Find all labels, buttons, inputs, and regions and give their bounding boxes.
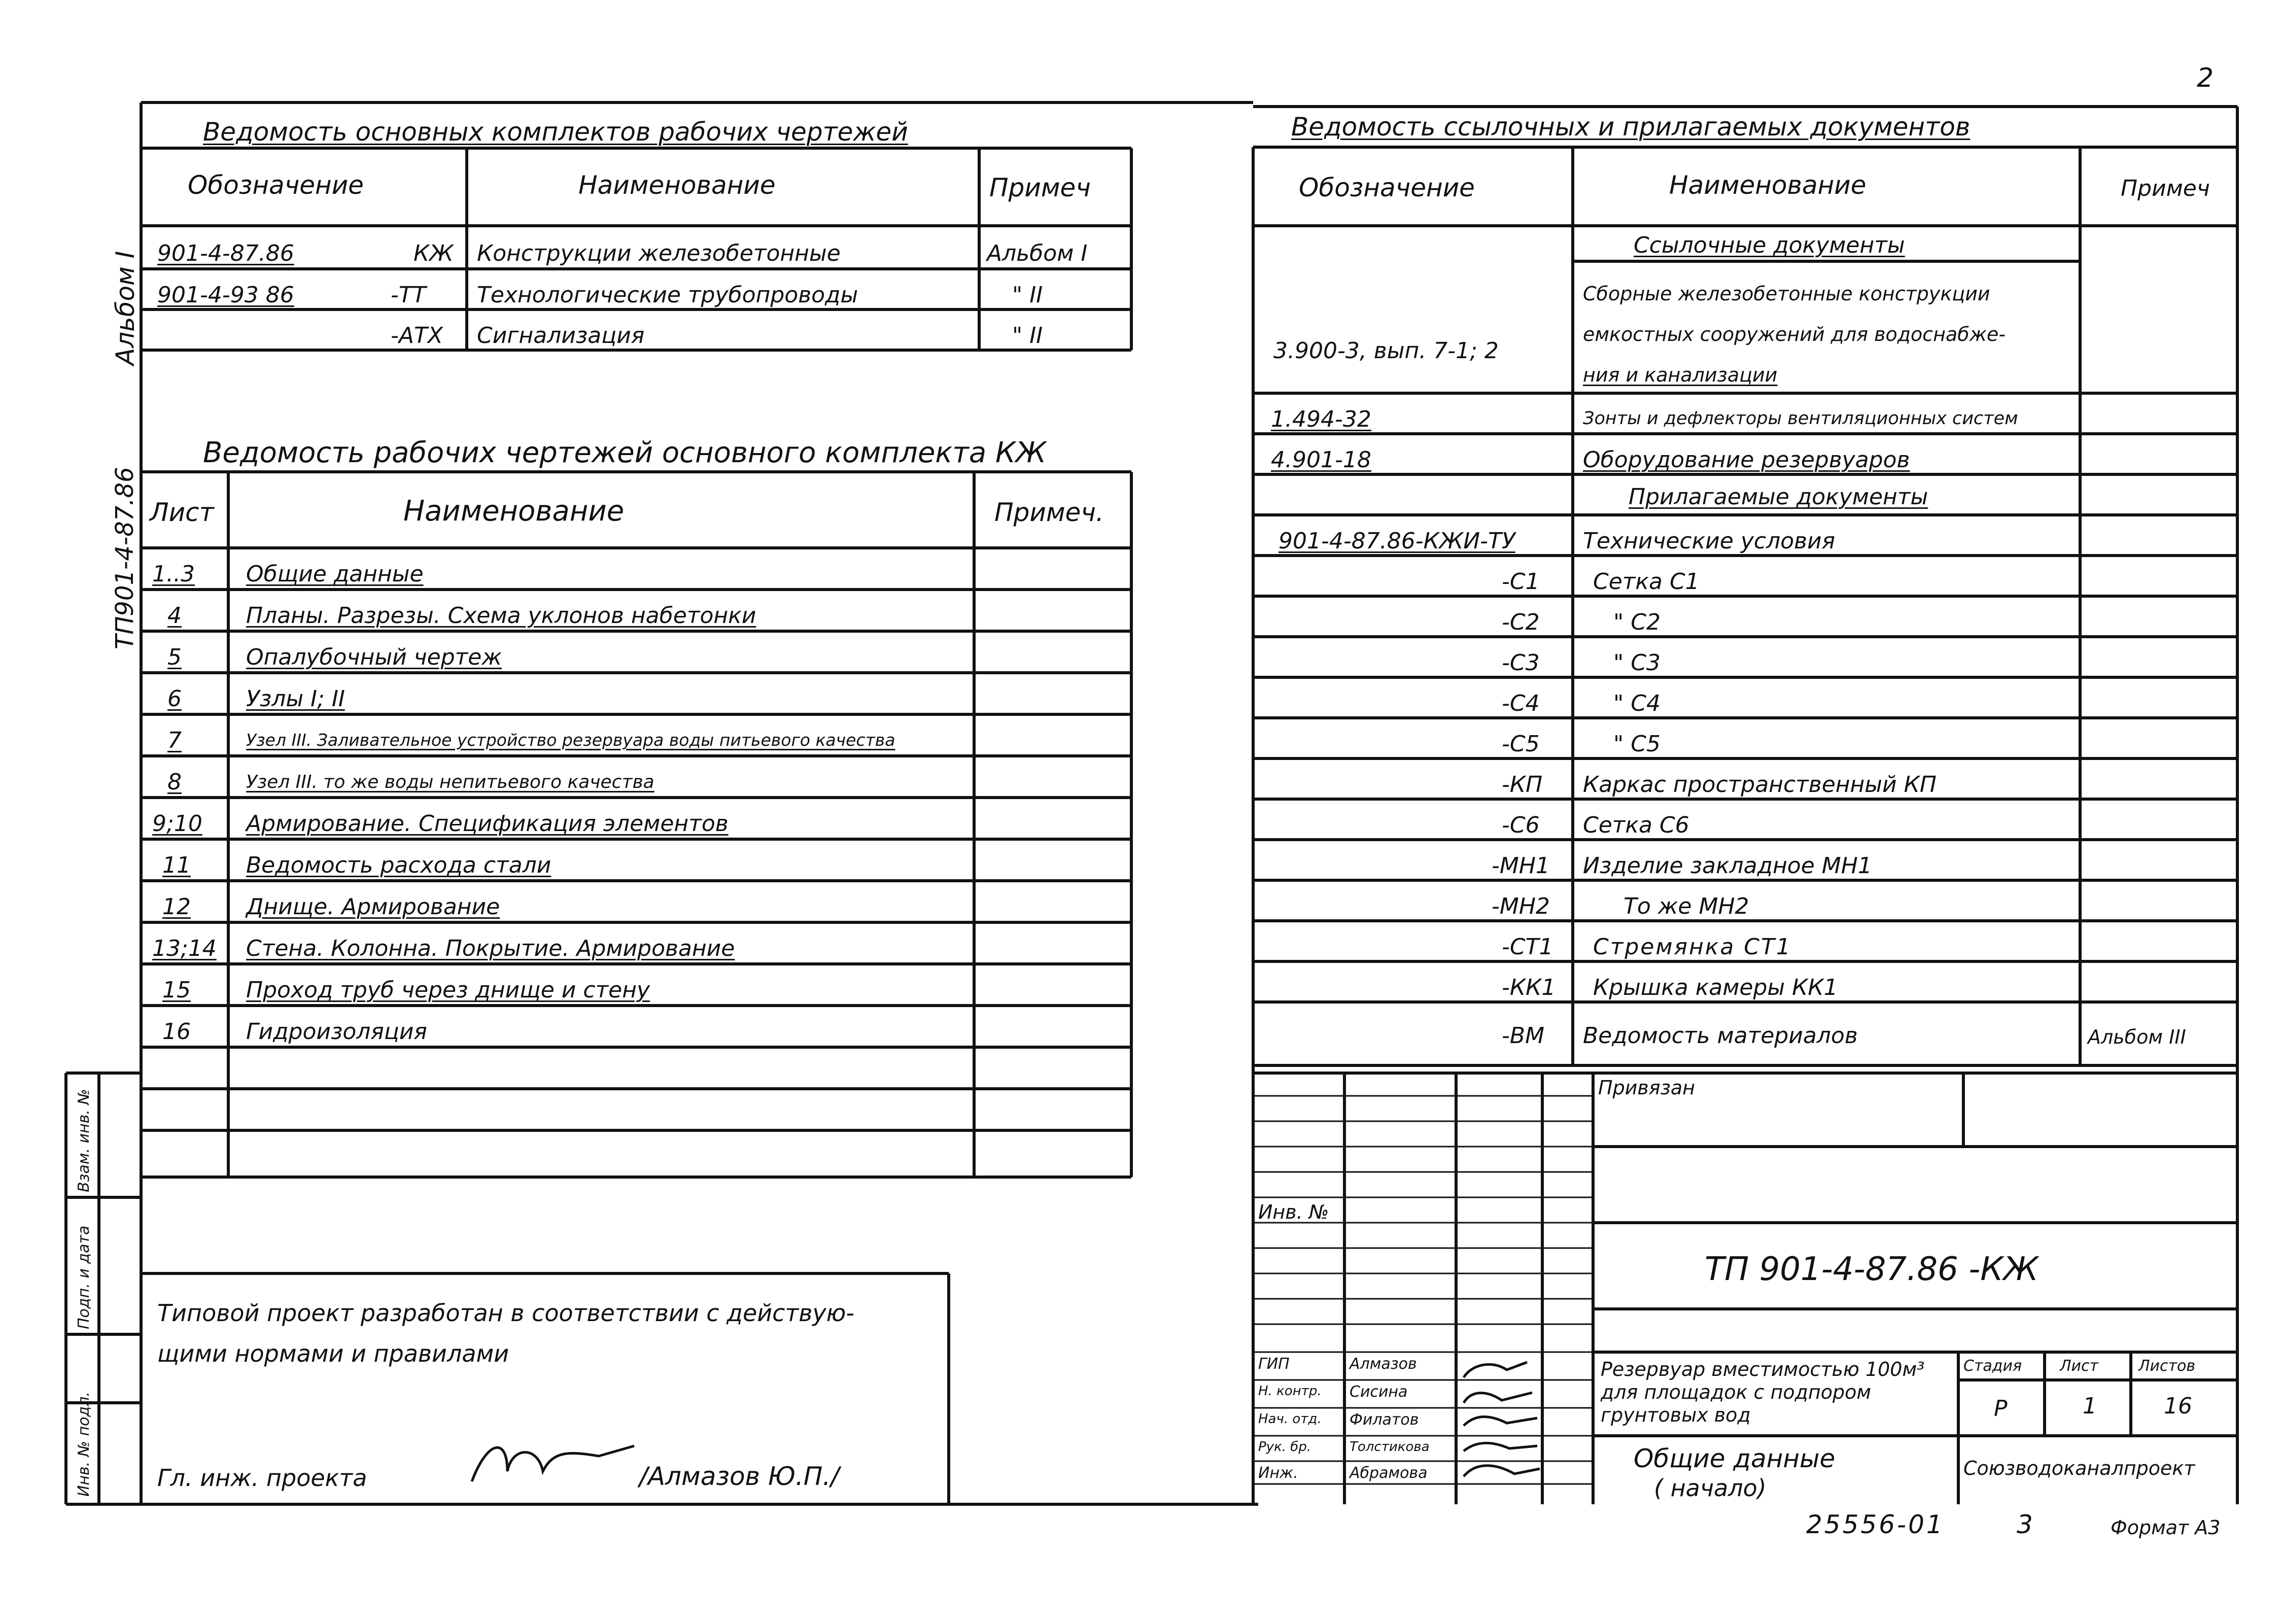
sheets-header: Листов	[2138, 1357, 2196, 1375]
chief-engineer-label: Гл. инж. проекта	[157, 1464, 367, 1492]
main-sets-mark: КЖ	[413, 240, 454, 266]
wd-sheet: 8	[167, 769, 182, 795]
wd-sheet: 11	[162, 852, 191, 878]
main-sets-note: " II	[1012, 323, 1043, 349]
album-label: Альбом I	[111, 251, 140, 365]
wd-name: Общие данные	[246, 561, 424, 587]
main-sets-name: Технологические трубопроводы	[477, 282, 858, 308]
wd-sheet: 5	[167, 644, 182, 670]
main-sets-code: 901-4-93 86	[157, 282, 294, 308]
refs-section-ref: Ссылочные документы	[1634, 232, 1905, 258]
attached-name: Технические условия	[1583, 528, 1836, 554]
wd-header-note: Примеч.	[994, 498, 1104, 527]
sheet-value: 1	[2083, 1393, 2097, 1419]
person-name: Алмазов	[1350, 1355, 1417, 1373]
wd-name: Стена. Колонна. Покрытие. Армирование	[246, 936, 735, 961]
person-role: Инж.	[1258, 1464, 1298, 1482]
refs-header-code: Обозначение	[1299, 173, 1475, 202]
main-sets-header-code: Обозначение	[188, 170, 364, 200]
main-sets-title: Ведомость основных комплектов рабочих чертежей	[203, 117, 908, 147]
ref-name-line: Зонты и дефлекторы вентиляционных систем	[1583, 408, 2018, 429]
main-sets-note: Альбом I	[987, 240, 1088, 266]
stamp-label-inv: Инв. № подл.	[75, 1392, 93, 1497]
wd-name: Армирование. Спецификация элементов	[246, 811, 729, 837]
attached-code: -С5	[1502, 731, 1540, 757]
project-code-vertical: ТП901-4-87.86	[111, 467, 139, 649]
note-text-line2: щими нормами и правилами	[157, 1340, 509, 1367]
refs-header-note: Примеч	[2121, 176, 2210, 201]
main-sets-mark: -АТХ	[391, 323, 443, 349]
main-sets-name: Сигнализация	[477, 323, 645, 349]
wd-header-sheet: Лист	[150, 498, 214, 527]
ref-name-line: емкостных сооружений для водоснабже-	[1583, 323, 2006, 345]
wd-name: Ведомость расхода стали	[246, 852, 551, 878]
wd-name: Узел III. то же воды непитьевого качества	[246, 772, 654, 792]
person-name: Сисина	[1350, 1383, 1408, 1401]
stamp-label-sign: Подп. и дата	[75, 1225, 93, 1329]
person-name: Абрамова	[1350, 1464, 1428, 1482]
stamp-label-replace: Взам. инв. №	[75, 1089, 93, 1192]
footer-format: Формат А3	[2111, 1516, 2221, 1539]
wd-name: Проход труб через днище и стену	[246, 977, 650, 1003]
wd-sheet: 4	[167, 603, 182, 629]
person-role: Н. контр.	[1258, 1384, 1322, 1399]
attached-name: " С2	[1613, 609, 1661, 635]
refs-title: Ведомость ссылочных и прилагаемых документов	[1291, 112, 1971, 142]
attached-name: Крышка камеры КК1	[1593, 975, 1838, 1000]
attached-name: То же МН2	[1623, 893, 1749, 919]
wd-name: Днище. Армирование	[246, 894, 500, 920]
person-role: Нач. отд.	[1258, 1411, 1322, 1427]
footer-page: 3	[2017, 1510, 2033, 1539]
attached-note: Альбом III	[2088, 1026, 2186, 1048]
main-sets-name: Конструкции железобетонные	[477, 240, 841, 266]
note-text-line1: Типовой проект разработан в соответствии с действую-	[157, 1299, 854, 1327]
attached-name: Стремянка СТ1	[1593, 934, 1792, 960]
wd-name: Планы. Разрезы. Схема уклонов набетонки	[246, 603, 756, 629]
sheet-title-line: ( начало)	[1654, 1474, 1767, 1502]
attached-name: " С5	[1613, 731, 1661, 757]
sheet-header: Лист	[2060, 1357, 2099, 1375]
wd-sheet: 1..3	[152, 561, 195, 587]
ref-code: 4.901-18	[1271, 447, 1371, 473]
sheet-title-line: Общие данные	[1634, 1444, 1836, 1473]
person-role: ГИП	[1258, 1355, 1290, 1373]
ref-name-line: Сборные железобетонные конструкции	[1583, 283, 1990, 305]
wd-sheet: 7	[167, 728, 182, 753]
chief-engineer-name: /Алмазов Ю.П./	[639, 1462, 840, 1491]
main-sets-note: " II	[1012, 282, 1043, 308]
attached-code: -ВМ	[1502, 1023, 1545, 1049]
person-role: Рук. бр.	[1258, 1439, 1311, 1455]
wd-sheet: 16	[162, 1019, 191, 1045]
object-name-line: грунтовых вод	[1601, 1404, 1751, 1426]
attached-code: -МН2	[1492, 893, 1550, 919]
main-sets-header-name: Наименование	[578, 170, 776, 200]
attached-name: Изделие закладное МН1	[1583, 853, 1872, 879]
attached-code: -КК1	[1502, 975, 1556, 1000]
sheets-value: 16	[2164, 1393, 2192, 1419]
refs-section-attached: Прилагаемые документы	[1629, 484, 1928, 510]
attached-code: -С4	[1502, 690, 1540, 716]
working-drawings-title: Ведомость рабочих чертежей основного комплекта КЖ	[203, 436, 1047, 469]
attached-name: " С3	[1613, 650, 1661, 676]
person-name: Толстикова	[1350, 1439, 1430, 1455]
wd-sheet: 6	[167, 686, 182, 712]
wd-header-name: Наименование	[403, 495, 625, 528]
object-name-line: Резервуар вместимостью 100м³	[1601, 1358, 1925, 1380]
doc-code: ТП 901-4-87.86 -КЖ	[1705, 1251, 2038, 1288]
main-sets-header-note: Примеч	[989, 173, 1091, 202]
bound-label: Привязан	[1598, 1077, 1695, 1099]
wd-sheet: 9;10	[152, 811, 202, 837]
main-sets-mark: -ТТ	[391, 282, 426, 308]
attached-code: -С1	[1502, 569, 1540, 595]
wd-sheet: 12	[162, 894, 191, 920]
wd-sheet: 13;14	[152, 936, 217, 961]
wd-name: Узел III. Заливательное устройство резервуара воды питьевого качества	[246, 730, 895, 750]
attached-name: " С4	[1613, 690, 1661, 716]
ref-code: 3.900-3, вып. 7-1; 2	[1273, 338, 1499, 364]
attached-code: -С3	[1502, 650, 1540, 676]
object-name-line: для площадок с подпором	[1601, 1381, 1871, 1403]
person-name: Филатов	[1350, 1411, 1419, 1429]
wd-name: Гидроизоляция	[246, 1019, 427, 1045]
wd-name: Узлы I; II	[246, 686, 345, 712]
attached-code: -С2	[1502, 609, 1540, 635]
attached-name: Сетка С1	[1593, 569, 1700, 595]
inv-label: Инв. №	[1258, 1201, 1329, 1223]
organization-name: Союзводоканалпроект	[1963, 1457, 2195, 1479]
main-sets-code: 901-4-87.86	[157, 240, 294, 266]
attached-name: Каркас пространственный КП	[1583, 772, 1937, 798]
page-number: 2	[2197, 63, 2214, 93]
attached-name: Ведомость материалов	[1583, 1023, 1858, 1049]
attached-code: -МН1	[1492, 853, 1550, 879]
attached-name: Сетка С6	[1583, 812, 1689, 838]
attached-code: -СТ1	[1502, 934, 1553, 960]
attached-code: 901-4-87.86-КЖИ-ТУ	[1278, 528, 1515, 554]
attached-code: -С6	[1502, 812, 1540, 838]
wd-name: Опалубочный чертеж	[246, 644, 502, 670]
stage-value: Р	[1994, 1396, 2008, 1422]
attached-code: -КП	[1502, 772, 1543, 798]
stage-header: Стадия	[1963, 1357, 2022, 1375]
wd-sheet: 15	[162, 977, 191, 1003]
ref-name-line: Оборудование резервуаров	[1583, 447, 1910, 473]
ref-name-line: ния и канализации	[1583, 364, 1778, 386]
footer-number: 25556-01	[1806, 1510, 1945, 1539]
ref-code: 1.494-32	[1271, 406, 1371, 432]
refs-header-name: Наименование	[1669, 170, 1867, 200]
